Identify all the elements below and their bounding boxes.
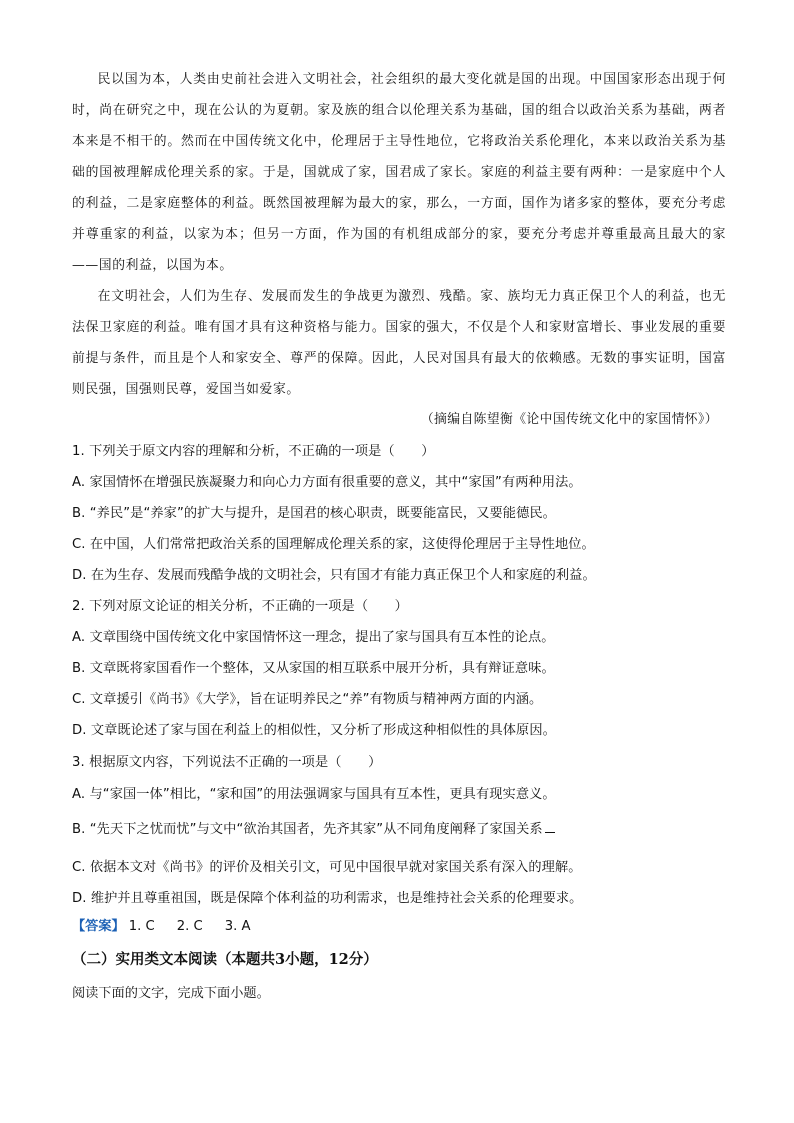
question-1-option-b: B. “养民”是“养家”的扩大与提升，是国君的核心职责，既要能富民，又要能德民。 (72, 506, 556, 521)
passage-paragraph-1: 民以国为本，人类由史前社会进入文明社会，社会组织的最大变化就是国的出现。中国国家形态出现于何时，尚在研究之中，现在公认的为夏朝。家及族的组合以伦理关系为基础，国的组合以政治关系为基础，两者本来是不相干的。然而在中国传统文化中，伦理居于主导性地位，它将政治关系伦理化，本来以政治关系为基础的国被理解成伦理关系的家。于是，国就成了家，国君成了家长。家庭的利益主要有两种：一是家庭中个人的利益，二是家庭整体的利益。既然国被理解为最大的家，那么，一方面，国作为诸多家的整体，要充分考虑并尊重家的利益，以家为本；但另一方面，作为国的有机组成部分的家，要充分考虑并尊重最高且最大的家——国的利益，以国为本。 (72, 72, 726, 273)
underline-mark (545, 822, 555, 833)
question-2-option-d: D. 文章既论述了家与国在利益上的相似性，又分析了形成这种相似性的具体原因。 (72, 723, 556, 738)
question-2-option-c: C. 文章援引《尚书》《大学》，旨在证明养民之“养”有物质与精神两方面的内涵。 (72, 692, 543, 707)
question-1-stem: 1. 下列关于原文内容的理解和分析，不正确的一项是（ ） (72, 444, 435, 459)
question-3-option-a: A. 与“家国一体”相比，“家和国”的用法强调家与国具有互本性，更具有现实意义。 (72, 787, 556, 802)
answer-line (72, 917, 273, 937)
reading-passage (72, 64, 726, 405)
question-2-option-a: A. 文章围绕中国传统文化中家国情怀这一理念，提出了家与国具有互本性的论点。 (72, 630, 555, 645)
question-3-option-b: B. “先天下之忧而忧”与文中“欲治其国者，先齐其家”从不同角度阐释了家国关系 (72, 822, 543, 837)
question-2-option-b: B. 文章既将家国看作一个整体，又从家国的相互联系中展开分析，具有辩证意味。 (72, 661, 555, 676)
section-instruction: 阅读下面的文字，完成下面小题。 (72, 986, 270, 1001)
passage-paragraph-2: 在文明社会，人们为生存、发展而发生的争战更为激烈、残酷。家、族均无力真正保卫个人的利益，也无法保卫家庭的利益。唯有国才具有这种资格与能力。国家的强大，不仅是个人和家财富增长、事业发展的重要前提与条件，而且是个人和家安全、尊严的保障。因此，人民对国具有最大的依赖感。无数的事实证明，国富则民强，国强则民尊，爱国当如爱家。 (72, 289, 726, 397)
question-1-option-c: C. 在中国，人们常常把政治关系的国理解成伦理关系的家，这使得伦理居于主导性地位。 (72, 537, 595, 552)
question-3-stem: 3. 根据原文内容，下列说法不正确的一项是（ ） (72, 755, 382, 770)
question-3-option-c: C. 依据本文对《尚书》的评价及相关引文，可见中国很早就对家国关系有深入的理解。 (72, 860, 582, 875)
passage-source: （摘编自陈望衡《论中国传统文化中的家国情怀》） (420, 412, 718, 427)
question-3-option-d: D. 维护并且尊重祖国，既是保障个体利益的功利需求，也是维持社会关系的伦理要求。 (72, 891, 583, 906)
question-2-stem: 2. 下列对原文论证的相关分析，不正确的一项是（ ） (72, 599, 408, 614)
question-1-option-d: D. 在为生存、发展而残酷争战的文明社会，只有国才有能力真正保卫个人和家庭的利益。 (72, 568, 596, 583)
answer-1: 1. C (128, 919, 155, 934)
answer-tag: 【答案】 (72, 919, 125, 934)
question-3-option-b-line (72, 820, 732, 840)
section-title: （二）实用类文本阅读（本题共3小题，12分） (72, 951, 378, 968)
answer-3: 3. A (224, 919, 251, 934)
answer-2: 2. C (176, 919, 203, 934)
question-1-option-a: A. 家国情怀在增强民族凝聚力和向心力方面有很重要的意义，其中“家国”有两种用法。 (72, 475, 582, 490)
